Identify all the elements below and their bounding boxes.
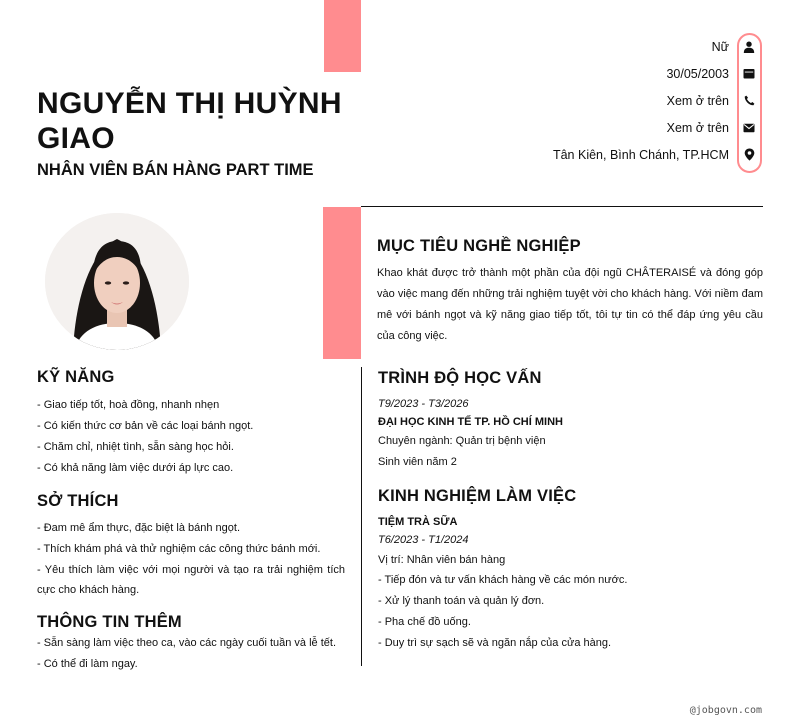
hobbies-title: SỞ THÍCH [37, 492, 119, 510]
column-divider [361, 367, 362, 666]
list-item: - Có khả năng làm việc dưới áp lực cao. [37, 462, 234, 474]
list-item: - Sẵn sàng làm việc theo ca, vào các ngày cuối tuần và lễ tết. [37, 637, 337, 649]
contact-address: Tân Kiên, Bình Chánh, TP.HCM [442, 141, 762, 168]
experience-position: Vị trí: Nhân viên bán hàng [378, 554, 506, 566]
education-school: ĐẠI HỌC KINH TẾ TP. HỒ CHÍ MINH [378, 416, 563, 428]
list-item: - Có kiến thức cơ bản về các loại bánh ngọt. [37, 420, 254, 432]
extra-info-title: THÔNG TIN THÊM [37, 613, 182, 631]
hobbies-list [37, 518, 345, 600]
contact-info [442, 33, 762, 168]
list-item: - Yêu thích làm việc với mọi người và tạo ra trải nghiệm tích cực cho khách hàng. [37, 564, 345, 596]
education-year: Sinh viên năm 2 [378, 456, 457, 468]
contact-birthdate: 30/05/2003 [442, 60, 762, 87]
accent-bar-top [324, 0, 361, 72]
header-divider [361, 206, 763, 207]
list-item: - Thích khám phá và thử nghiệm các công thức bánh mới. [37, 543, 321, 555]
candidate-name: NGUYỄN THỊ HUỲNH GIAO [37, 87, 342, 155]
education-date: T9/2023 - T3/2026 [378, 398, 469, 410]
skills-list [37, 395, 327, 479]
skills-title: KỸ NĂNG [37, 368, 115, 386]
objective-text: Khao khát được trở thành một phần của đội ngũ CHÂTERAISÉ và đóng góp vào việc mang đến những trải nghiệm tuyệt vời cho khách hàng. Với niềm đam mê với bánh ngọt và kỹ năng giao tiếp tốt, tôi tự tin có thể đáp ứng yêu cầu của công việc. [377, 267, 763, 342]
watermark: @jobgovn.com [689, 705, 762, 716]
list-item: - Xử lý thanh toán và quản lý đơn. [378, 595, 545, 607]
contact-email: Xem ở trên [442, 114, 762, 141]
list-item: - Giao tiếp tốt, hoà đồng, nhanh nhẹn [37, 399, 220, 411]
list-item: - Có thể đi làm ngay. [37, 658, 138, 670]
experience-company: TIỆM TRÀ SỮA [378, 516, 458, 528]
contact-icon-frame [737, 33, 762, 173]
list-item: - Đam mê ẩm thực, đặc biệt là bánh ngọt. [37, 522, 241, 534]
contact-phone: Xem ở trên [442, 87, 762, 114]
extra-info-list [37, 633, 347, 675]
profile-photo [45, 213, 189, 350]
list-item: - Duy trì sự sạch sẽ và ngăn nắp của cửa hàng. [378, 637, 612, 649]
experience-title: KINH NGHIỆM LÀM VIỆC [378, 487, 577, 505]
list-item: - Chăm chỉ, nhiệt tình, sẵn sàng học hỏi. [37, 441, 234, 453]
job-title: NHÂN VIÊN BÁN HÀNG PART TIME [37, 161, 314, 179]
experience-list [378, 570, 763, 654]
list-item: - Tiếp đón và tư vấn khách hàng về các món nước. [378, 574, 628, 586]
accent-bar-middle [323, 207, 361, 359]
education-title: TRÌNH ĐỘ HỌC VẤN [378, 369, 542, 387]
education-major: Chuyên ngành: Quản trị bệnh viện [378, 435, 546, 447]
contact-gender: Nữ [442, 33, 762, 60]
objective-title: MỤC TIÊU NGHỀ NGHIỆP [377, 237, 581, 255]
experience-date: T6/2023 - T1/2024 [378, 534, 469, 546]
list-item: - Pha chế đồ uống. [378, 616, 471, 628]
